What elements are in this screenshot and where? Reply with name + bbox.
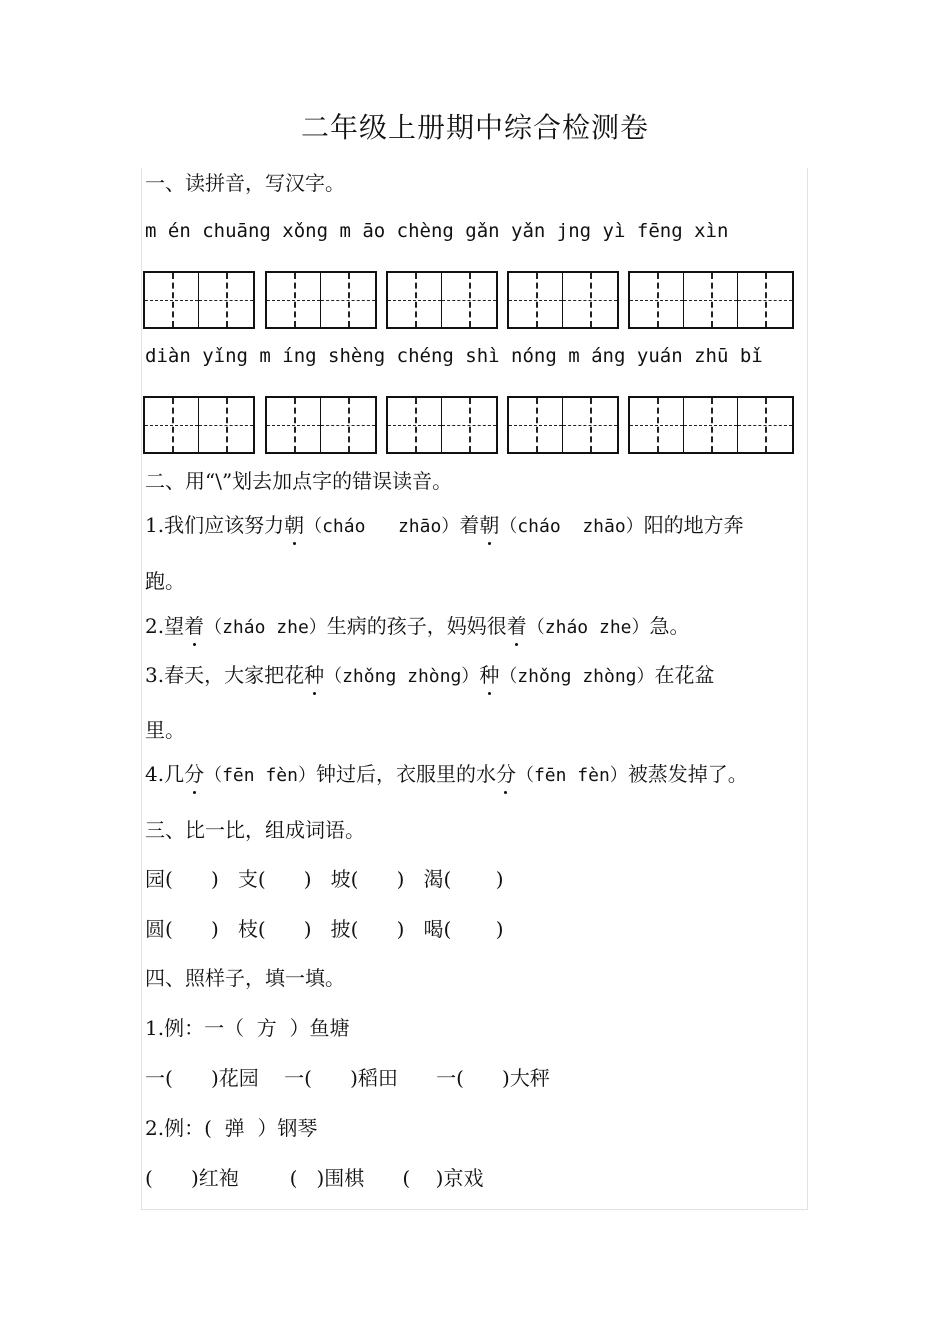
question-2-2 [145,616,690,637]
question-2-1-cont: 跑。 [145,569,185,593]
question-text: 3.春天，大家把花 [145,663,305,687]
tianzige-cell[interactable] [267,273,321,327]
page-title: 二年级上册期中综合检测卷 [300,111,649,144]
tianzige-cell[interactable] [509,398,563,452]
tianzige-cell[interactable] [630,398,684,452]
tianzige-group[interactable] [386,396,498,454]
dotted-char: 分 [495,762,516,786]
tianzige-cell[interactable] [199,398,253,452]
tianzige-cell[interactable] [509,273,563,327]
dotted-char: 种 [304,663,325,687]
tianzige-cell[interactable] [267,398,321,452]
tianzige-group[interactable] [628,396,794,454]
pinyin-choice[interactable]: （cháo zhāo） [499,516,644,537]
dotted-char: 朝 [284,513,305,537]
section2-heading: 二、用“\”划去加点字的错误读音。 [145,469,453,493]
question-text: 4.几 [145,762,185,786]
example-1: 1.例：一（ 方 ）鱼塘 [145,1016,350,1040]
tianzige-cell[interactable] [388,273,442,327]
tianzige-cell[interactable] [388,398,442,452]
tianzige-cell[interactable] [442,273,496,327]
pinyin-choice[interactable]: （fēn fèn） [515,765,628,786]
dotted-char: 种 [479,663,500,687]
tianzige-group[interactable] [507,271,619,329]
compare-row-2[interactable]: 圆( ) 枝( ) 披( ) 喝( ) [145,917,504,941]
question-2-4 [145,764,748,785]
tianzige-cell[interactable] [321,273,375,327]
question-text: 2.望 [145,614,185,638]
example-2: 2.例：( 弹 ）钢琴 [145,1116,318,1140]
tianzige-cell[interactable] [738,398,792,452]
tianzige-cell[interactable] [442,398,496,452]
fill-row-1[interactable]: 一( )花园 一( )稻田 一( )大秤 [145,1066,550,1090]
question-text: 钟过后，衣服里的水 [315,762,496,786]
tianzige-cell[interactable] [630,273,684,327]
question-text: 生病的孩子，妈妈很 [326,614,507,638]
fill-row-2[interactable]: ( )红袍 ( )围棋 ( )京戏 [145,1166,484,1190]
pinyin-row-2: diàn yǐng m íng shèng chéng shì nóng m áng yuán zhū bǐ [145,345,763,367]
tianzige-row-2 [143,396,803,456]
tianzige-cell[interactable] [145,398,199,452]
tianzige-row-1 [143,271,803,331]
question-text: 1.我们应该努力 [145,513,285,537]
pinyin-choice[interactable]: （zhǒng zhòng） [324,666,480,687]
dotted-char: 着 [506,614,527,638]
tianzige-group[interactable] [265,271,377,329]
tianzige-cell[interactable] [738,273,792,327]
section3-heading: 三、比一比，组成词语。 [145,818,365,842]
pinyin-choice[interactable]: （zháo zhe） [526,617,650,638]
tianzige-cell[interactable] [563,398,617,452]
compare-row-1[interactable]: 园( ) 支( ) 坡( ) 渴( ) [145,867,504,891]
section1-heading: 一、读拼音，写汉字。 [145,171,345,195]
question-text: 急。 [649,614,690,638]
question-2-3 [145,665,715,686]
tianzige-cell[interactable] [321,398,375,452]
question-2-1 [145,515,744,536]
tianzige-cell[interactable] [199,273,253,327]
dotted-char: 朝 [479,513,500,537]
pinyin-choice[interactable]: （zháo zhe） [204,617,327,638]
tianzige-cell[interactable] [684,398,738,452]
question-text: 被蒸发掉了。 [627,762,748,786]
tianzige-cell[interactable] [563,273,617,327]
section4-heading: 四、照样子，填一填。 [145,966,345,990]
tianzige-group[interactable] [143,271,255,329]
question-text: 在花盆 [654,663,715,687]
tianzige-cell[interactable] [145,273,199,327]
tianzige-group[interactable] [507,396,619,454]
dotted-char: 着 [184,614,205,638]
tianzige-group[interactable] [143,396,255,454]
tianzige-group[interactable] [265,396,377,454]
pinyin-row-1: m én chuāng xǒng m āo chèng gǎn yǎn jng yì fēng xìn [145,220,729,242]
pinyin-choice[interactable]: （fēn fèn） [204,765,316,786]
pinyin-choice[interactable]: （cháo zhāo） [304,516,460,537]
tianzige-cell[interactable] [684,273,738,327]
question-text: 着 [459,513,480,537]
tianzige-group[interactable] [628,271,794,329]
question-text: 阳的地方奔 [643,513,744,537]
tianzige-group[interactable] [386,271,498,329]
question-2-3-cont: 里。 [145,718,185,742]
dotted-char: 分 [184,762,205,786]
pinyin-choice[interactable]: （zhǒng zhòng） [499,666,655,687]
